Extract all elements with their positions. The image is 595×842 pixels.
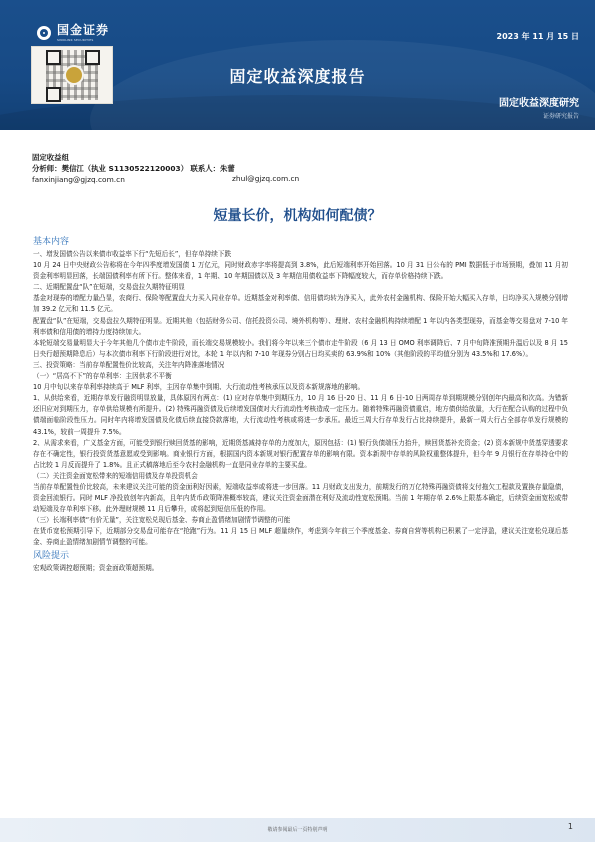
author-block (32, 152, 235, 185)
section-heading-basic: 基本内容 (33, 237, 70, 247)
paragraph: 配置盘“队”在短端，交易盘拉久期特征明显。近期其他（包括财务公司、信托投资公司、境外机构等）、理财、农村金融机构持续增配 1 年以内各类型现券，而基金等交易盘对 7-10 年利率债和信用债的增持力度持续加大。 (33, 316, 568, 336)
analyst-label: 分析师： (32, 164, 62, 173)
paragraph: 1、从供给来看，近期存单发行融资明显放量，具体原因有两点：(1) 应对存单集中到期压力，10 月 16 日-20 日、11 月 6 日-10 日两周存单到期规模分别创年内最高和次高。为错新还旧应对到期压力，存单供给规模有所提升。(2) 特殊再融资债及后续增发国债对大行流动性考核造成一定压力。随着特殊再融资债重启，地方债供给放量，大行在配合认购的过程中负债端面临阶段性压力。同时年内将增发国债及化债后续直接贷款落地，大行流动性考核或将进一步承压。最近三周大行存单发行占比持续提升，最新一周大行占全部存单发行规模的 43.1%，较前一周提升 7.5%。 (33, 394, 568, 436)
logo-subtext: SINOLINK SECURITIES (57, 38, 94, 42)
report-type-title: 固定收益深度报告 (229, 67, 366, 86)
report-date: 2023 年 11 月 15 日 (496, 32, 579, 41)
contact-email[interactable]: zhul@gjzq.com.cn (232, 174, 300, 183)
report-body (33, 235, 568, 574)
report-series: 固定收益深度研究 (499, 98, 579, 109)
paragraph: 2、从需求来看，广义基金方面，可能受到银行赎回货基的影响，近期货基减持存单的力度加大，原因包括：(1) 银行负债端压力抬升，赎回货基补充资金；(2) 资本新规中货基穿透要求存在不确定性，银行投资货基意愿或受到影响。商业银行方面，根据国内资本新规对银行配置存单的影响有限。资本新规中存单的风险权重整体提升，但今年 9 月银行在存单持仓中的占比较 1 月反而提升了 1.8%。且正式稿落地后至今农村金融机构一直是同业存单的主要买盘。 (33, 438, 568, 469)
paragraph: 10 月中旬以来存单利率持续高于 MLF 利率，主因存单集中到期、大行流动性考核承压以及资本新规落地的影响。 (33, 383, 365, 392)
report-series-sub: 证券研究报告 (542, 113, 579, 120)
footer-disclaimer: 敬请参阅最后一页特别声明 (267, 827, 328, 833)
company-logo (37, 24, 109, 42)
subheading: 二、近期配置盘“队”在短端，交易盘拉久期特征明显 (33, 283, 185, 292)
contact-label: 联系人： (190, 164, 220, 173)
subheading: 三、投资策略：当前存单配置性价比较高，关注年内降准落地情况 (33, 360, 225, 369)
subheading: （一）“居高不下”的存单利率：主因供求不平衡 (33, 372, 172, 381)
paragraph: 当前存单配置性价比较高，未来建议关注可能的资金面利好因素，短端收益率或将进一步回落。11 月财政支出发力，前期发行的万亿特殊再融资债将支付拖欠工程款及置换存量隐债，资金回流银行。同时 MLF 净投放创年内新高，且年内货币政策降准概率较高，建议关注资金面潜在利好及流动性宽松预期。当前 1 年期存单 2.6%上限基本确定，后续资金面宽松或带动短端及存单利率下移。此外理财规模 11 月后攀升，或将起到短信压低的作用。 (33, 482, 568, 514)
subheading: （二）关注资金面宽松带来的短端信用债及存单投资机会 (33, 471, 198, 480)
subheading: 一、增发国债公告以来债市收益率下行“先短后长”，但存单持续下跌 (33, 250, 232, 258)
analyst-email[interactable]: fanxinjiang@gjzq.com.cn (32, 175, 125, 184)
document-title: 短量长价，机构如何配债？ (213, 208, 382, 224)
page-number: 1 (567, 822, 573, 831)
paragraph: 10 月 24 日中央财政公告称将在今年四季度增发国债 1 万亿元，同时财政赤字率将提高到 3.8%，此后短端利率开始回落。10 月 31 日公布的 PMI 数据低于市场预期，叠加 11 月初资金利率明显回落，长端国债利率有所下行。整体来看，1 年期、10 年期国债以及 3 年期信用债收益率下降幅度较大，而存单价格持续下跌。 (33, 261, 568, 281)
author-group: 固定收益组 (32, 153, 69, 162)
paragraph: 在货币宽松预期引导下，近期部分交易盘可能存在“抢跑”行为。11 月 15 日 MLF 超量续作，考虑到今年前三个季度基金、券商自营等机构已积累了一定浮盈，建议关注宽松兑现后基金、券商止盈情绪加剧情节调整的可能。 (33, 527, 568, 547)
section-heading-risk: 风险提示 (33, 550, 70, 561)
paragraph-list (33, 249, 568, 549)
risk-text: 宏观政策调控超预期；资金面政策超预期。 (33, 563, 159, 572)
paragraph: 本轮短端交易量明显大于今年其他几个债市走牛阶段，而长端交易规模较小。我们将今年以来三个债市走牛阶段（6 月 13 日 OMO 利率调降后、7 月中旬降准预期升温后以及 8 月 15 日央行超预期降息后）与本次债市利率下行阶段进行对比，本轮 1 年以内和 7-10 年现券分别占日均买卖的 63.9%和 10%（其他阶段的平均值分别为 43.5%和 17.6%）。 (33, 338, 568, 358)
subheading: （三）长端利率债“有价无量”，关注宽松兑现后基金、券商止盈情绪加剧情节调整的可能 (33, 516, 291, 525)
logo-text: 国金证券 (57, 23, 110, 37)
contact-name: 朱蕾 (220, 164, 235, 173)
logo-icon (37, 26, 51, 40)
paragraph: 基金对现券的增配力量凸显，农商行、保险等配置盘大力买入同业存单。近期基金对利率债、信用债均转为净买入，此外农村金融机构、保险开始大幅买入存单，日均净买入规模分别增加 39.2 亿元和 11.5 亿元。 (33, 294, 568, 314)
analyst-name: 樊信江（执业 S1130522120003） (61, 164, 189, 173)
